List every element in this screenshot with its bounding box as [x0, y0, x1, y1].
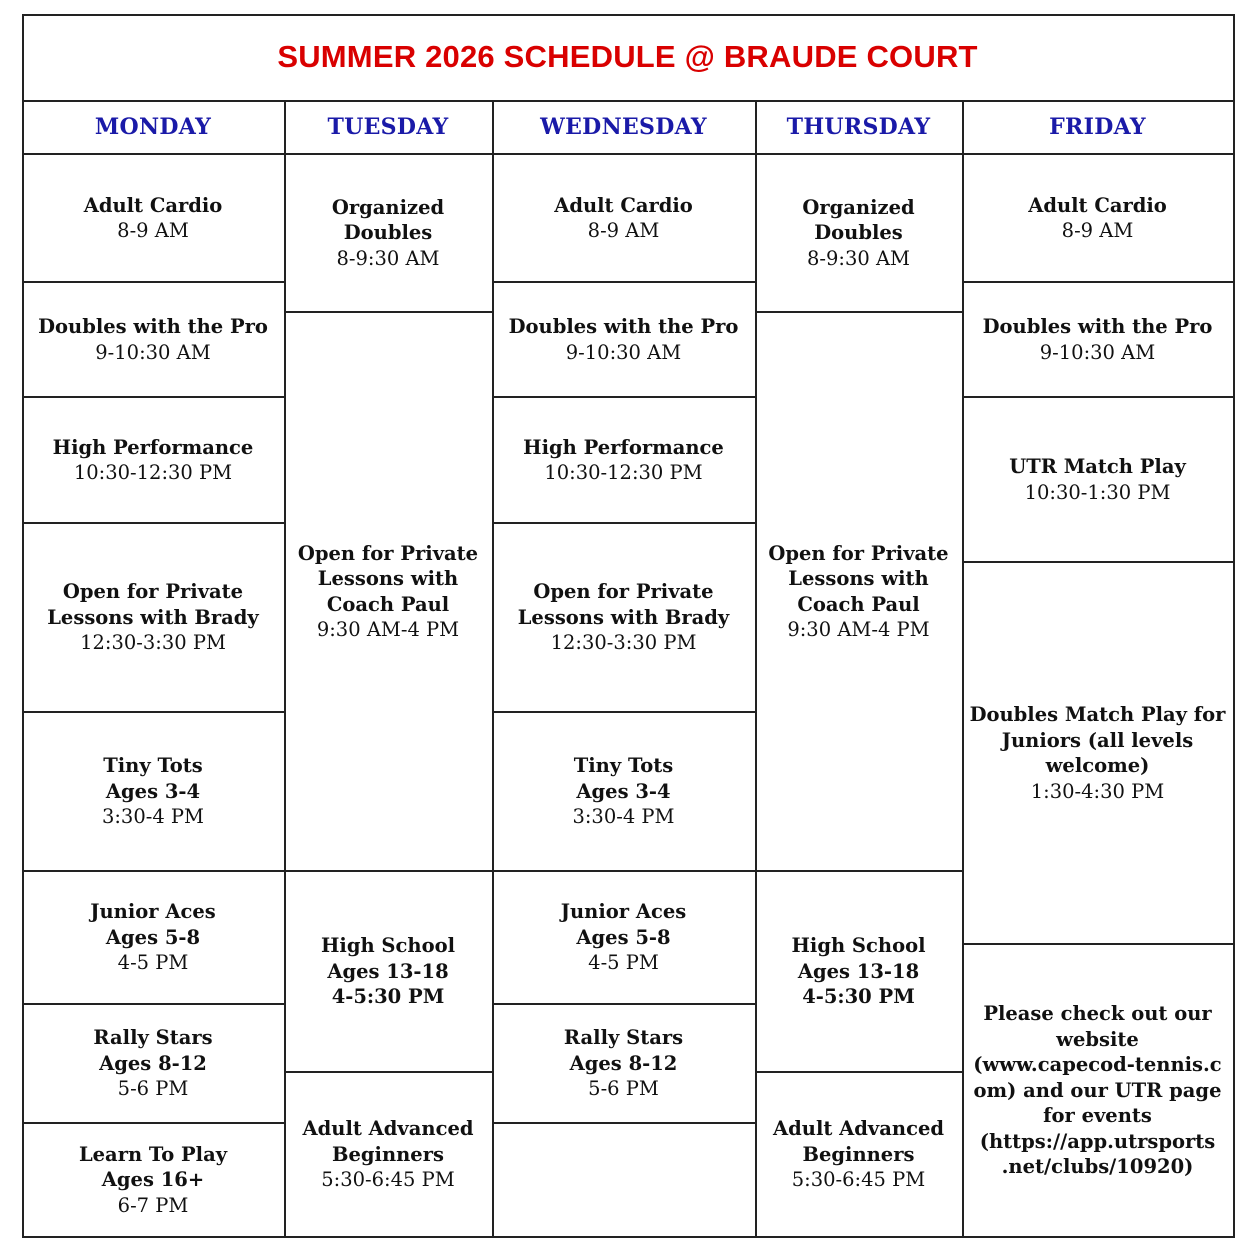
session-cell-wednesday [492, 524, 755, 711]
session-title-line: Rally Stars [93, 1026, 213, 1050]
session-title-line: 4-5:30 PM [802, 985, 915, 1009]
session-title-line: Ages 16+ [101, 1168, 205, 1192]
session-title-line: Adult Advanced [302, 1117, 474, 1141]
session-title-line: (www.capecod-tennis.c [973, 1053, 1222, 1077]
session-time: 9-10:30 AM [565, 340, 682, 364]
session-title-line: Doubles Match Play for [969, 703, 1226, 726]
session-title-line: Ages 8-12 [99, 1051, 207, 1075]
session-cell-friday [962, 283, 1233, 396]
session-title-line: Please check out our [983, 1002, 1212, 1026]
session-title-line: Doubles with the Pro [508, 315, 739, 338]
session-cell-wednesday [492, 283, 755, 396]
session-time: 9-10:30 AM [95, 340, 211, 364]
session-cell-tuesday [284, 872, 492, 1071]
session-time: 10:30-12:30 PM [544, 461, 703, 484]
session-cell-tuesday [284, 313, 492, 870]
session-time: 8-9:30 AM [336, 246, 440, 270]
session-cell-monday [22, 524, 284, 711]
session-title-line: Tiny Tots [573, 754, 674, 778]
day-header-thursday: THURSDAY [786, 113, 931, 140]
session-title-line: Adult Cardio [554, 193, 693, 217]
session-cell-wednesday [492, 713, 755, 870]
session-title-line: Adult Cardio [83, 193, 223, 217]
session-title-line: website [1056, 1027, 1139, 1051]
session-title-line: Lessons with [788, 567, 929, 590]
session-time: 8-9 AM [1061, 219, 1134, 242]
session-title-line: Open for Private [768, 541, 949, 565]
session-time: 10:30-12:30 PM [73, 461, 233, 484]
session-title-line: Ages 13-18 [327, 959, 449, 983]
session-cell-monday [22, 1005, 284, 1122]
session-title-line: Junior Aces [560, 900, 687, 924]
session-cell-tuesday [284, 155, 492, 311]
grid-line [22, 14, 1235, 16]
session-title-line: High School [791, 934, 926, 958]
session-title-line: (https://app.utrsports [979, 1129, 1216, 1153]
session-title-line: Lessons with Brady [47, 605, 259, 629]
session-title-line: Ages 5-8 [576, 925, 671, 949]
session-title-line: Junior Aces [90, 900, 216, 924]
session-cell-friday [962, 398, 1233, 561]
session-title-line: Adult Advanced [773, 1117, 944, 1141]
session-title-line: Organized [331, 195, 445, 219]
session-cell-friday [962, 945, 1233, 1236]
session-cell-wednesday [492, 1005, 755, 1122]
session-title-line: Beginners [802, 1142, 915, 1166]
session-title-line: Ages 5-8 [105, 925, 201, 949]
session-cell-monday [22, 1124, 284, 1236]
session-cell-monday [22, 155, 284, 281]
session-time: 5-6 PM [588, 1077, 659, 1101]
session-title-line: High Performance [523, 435, 724, 459]
session-title-line: .net/clubs/10920) [1001, 1155, 1194, 1179]
session-cell-friday [962, 563, 1233, 943]
session-cell-monday [22, 398, 284, 522]
session-cell-wednesday [492, 872, 755, 1003]
session-title-line: Open for Private [297, 541, 479, 565]
session-title-line: Doubles with the Pro [38, 315, 268, 338]
session-title-line: Open for Private [533, 580, 714, 604]
session-title-line: UTR Match Play [1009, 455, 1186, 478]
session-time: 6-7 PM [117, 1193, 189, 1217]
session-cell-thursday [755, 313, 962, 870]
day-header-wednesday: WEDNESDAY [540, 113, 707, 140]
session-title-line: 4-5:30 PM [331, 985, 445, 1009]
session-title-line: Organized [802, 195, 915, 219]
session-time: 9:30 AM-4 PM [316, 618, 460, 641]
session-title-line: Beginners [332, 1142, 444, 1166]
session-time: 10:30-1:30 PM [1024, 480, 1171, 504]
grid-line [22, 1236, 1235, 1238]
session-title-line: Open for Private [62, 580, 244, 604]
session-title-line: Coach Paul [326, 592, 450, 616]
session-cell-monday [22, 872, 284, 1003]
session-title-line: Doubles with the Pro [982, 315, 1213, 338]
session-title-line: Ages 3-4 [576, 779, 671, 803]
session-title-line: Doubles [343, 221, 433, 245]
session-title-line: High School [321, 934, 455, 958]
session-cell-thursday [755, 872, 962, 1071]
session-cell-thursday [755, 1073, 962, 1236]
session-time: 8-9:30 AM [806, 246, 911, 270]
session-title-line: Coach Paul [797, 592, 920, 616]
session-title-line: for events [1043, 1104, 1152, 1128]
session-time: 3:30-4 PM [572, 805, 675, 829]
day-header-tuesday: TUESDAY [327, 113, 449, 140]
session-title-line: Rally Stars [563, 1026, 684, 1050]
session-time: 8-9 AM [587, 219, 660, 242]
grid-line [1233, 14, 1235, 1238]
session-title-line: welcome) [1045, 754, 1150, 777]
session-title-line: Doubles [814, 221, 903, 245]
session-cell-wednesday-empty [492, 1124, 755, 1236]
session-cell-friday [962, 155, 1233, 281]
session-title-line: Ages 8-12 [569, 1051, 678, 1075]
session-time: 9-10:30 AM [1039, 340, 1156, 364]
session-time: 12:30-3:30 PM [80, 631, 226, 655]
schedule-title: SUMMER 2026 SCHEDULE @ BRAUDE COURT [277, 39, 978, 74]
session-time: 1:30-4:30 PM [1030, 779, 1165, 803]
session-title-line: Learn To Play [78, 1142, 228, 1166]
session-title-line: Ages 3-4 [105, 779, 201, 803]
session-time: 9:30 AM-4 PM [787, 618, 930, 641]
session-title-line: Adult Cardio [1028, 193, 1167, 217]
day-header-friday: FRIDAY [1049, 113, 1146, 140]
session-title-line: Lessons with Brady [517, 605, 730, 629]
session-title-line: Lessons with [317, 567, 459, 590]
session-time: 3:30-4 PM [101, 805, 205, 829]
session-time: 5:30-6:45 PM [791, 1168, 926, 1192]
session-cell-wednesday [492, 155, 755, 281]
session-time: 5-6 PM [117, 1077, 189, 1101]
session-cell-monday [22, 283, 284, 396]
session-title-line: High Performance [52, 435, 254, 459]
day-header-monday: MONDAY [94, 113, 212, 140]
session-time: 5:30-6:45 PM [321, 1168, 455, 1192]
session-title-line: Juniors (all levels [1001, 728, 1194, 752]
session-time: 12:30-3:30 PM [550, 631, 697, 655]
session-time: 8-9 AM [117, 219, 189, 242]
session-cell-tuesday [284, 1073, 492, 1236]
session-cell-wednesday [492, 398, 755, 522]
session-time: 4-5 PM [588, 951, 659, 975]
session-title-line: Ages 13-18 [797, 959, 920, 983]
session-title-line: Tiny Tots [103, 754, 203, 778]
session-cell-monday [22, 713, 284, 870]
session-time: 4-5 PM [117, 951, 189, 975]
session-title-line: om) and our UTR page [973, 1078, 1222, 1102]
session-cell-thursday [755, 155, 962, 311]
